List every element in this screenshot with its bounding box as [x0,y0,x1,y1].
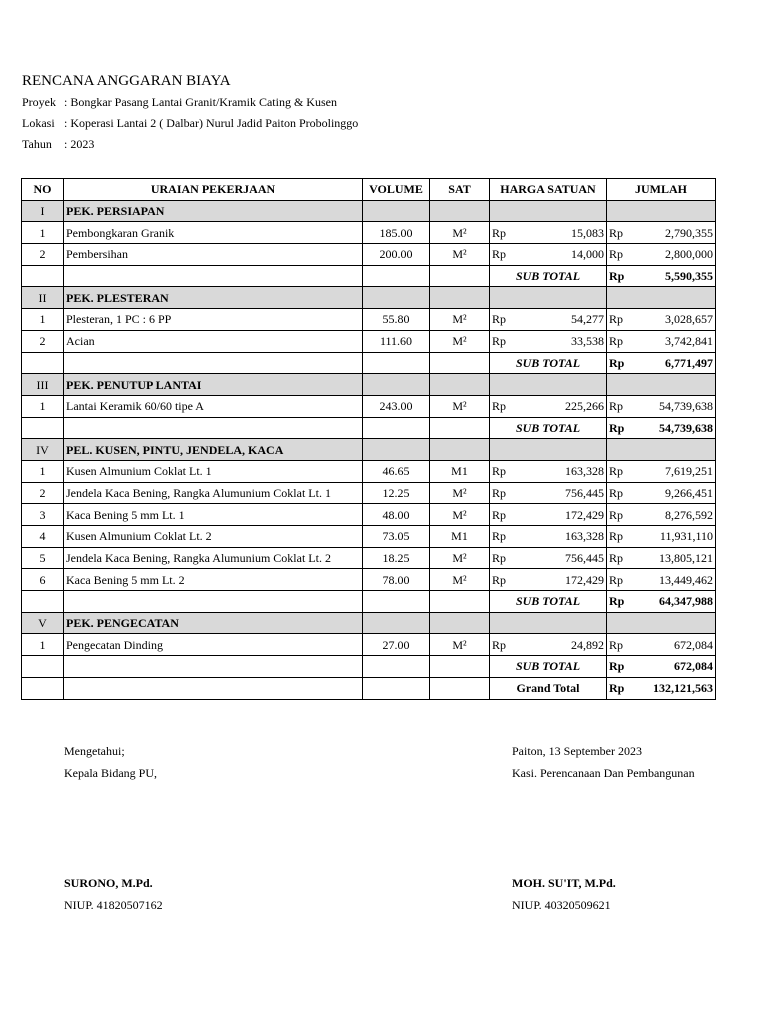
section-title: PEK. PERSIAPAN [64,200,363,222]
amount-cell [607,504,716,526]
amount-cell [490,482,607,504]
amount-value: 15,083 [571,225,604,240]
amount-value: 11,931,110 [659,529,713,544]
amount-cell [490,330,607,352]
item-number: 2 [22,244,64,266]
amount-cell [490,244,607,266]
item-volume: 46.65 [363,460,430,482]
amount-value: 54,739,638 [659,420,713,435]
amount-cell [607,309,716,331]
amount-value: 8,276,592 [665,507,713,522]
table-row [22,330,716,352]
amount-value: 2,800,000 [665,247,713,262]
currency-label: Rp [492,637,507,652]
amount-value: 672,084 [674,659,713,674]
item-description: Jendela Kaca Bening, Rangka Alumunium Coklat Lt. 1 [64,482,363,504]
amount-value: 13,449,462 [659,572,713,587]
currency-label: Rp [492,247,507,262]
section-row [22,374,716,396]
year-row [22,134,742,155]
right-position: Kasi. Perencanaan Dan Pembangunan [512,766,695,780]
item-unit: M² [430,395,490,417]
item-volume: 111.60 [363,330,430,352]
amount-value: 54,739,638 [659,399,713,414]
currency-label: Rp [492,507,507,522]
item-number: 2 [22,482,64,504]
item-description: Acian [64,330,363,352]
item-description: Kusen Almunium Coklat Lt. 1 [64,460,363,482]
amount-value: 64,347,988 [659,594,713,609]
subtotal-row [22,656,716,678]
left-signatory-name: SURONO, M.Pd. [64,876,153,890]
table-row [22,244,716,266]
amount-value: 132,121,563 [653,681,713,696]
amount-cell [607,222,716,244]
item-unit: M1 [430,460,490,482]
col-header-unit: SAT [430,179,490,201]
amount-value: 672,084 [674,637,713,652]
currency-label: Rp [609,572,624,587]
item-unit: M² [430,330,490,352]
amount-cell [490,460,607,482]
section-row [22,200,716,222]
table-row [22,395,716,417]
amount-value: 13,805,121 [659,551,713,566]
item-number: 1 [22,460,64,482]
left-position: Kepala Bidang PU, [64,766,157,780]
item-unit: M² [430,482,490,504]
amount-value: 6,771,497 [665,355,713,370]
subtotal-row [22,352,716,374]
section-row [22,287,716,309]
table-row [22,504,716,526]
section-number: III [22,374,64,396]
table-row [22,569,716,591]
amount-cell [607,244,716,266]
amount-cell [490,569,607,591]
item-unit: M² [430,244,490,266]
table-body [22,200,716,699]
left-signatory-id: NIUP. 41820507162 [64,898,163,912]
document-header [22,70,742,155]
table-header-row [22,179,716,201]
item-volume: 48.00 [363,504,430,526]
item-unit: M² [430,309,490,331]
amount-cell [607,395,716,417]
item-volume: 243.00 [363,395,430,417]
amount-value: 163,328 [565,464,604,479]
currency-label: Rp [609,637,624,652]
amount-value: 9,266,451 [665,485,713,500]
item-description: Lantai Keramik 60/60 tipe A [64,395,363,417]
section-title: PEK. PENUTUP LANTAI [64,374,363,396]
item-description: Pengecatan Dinding [64,634,363,656]
document-title: RENCANA ANGGARAN BIAYA [22,73,231,89]
amount-value: 163,328 [565,529,604,544]
table-row [22,482,716,504]
currency-label: Rp [492,464,507,479]
item-description: Plesteran, 1 PC : 6 PP [64,309,363,331]
item-volume: 73.05 [363,526,430,548]
amount-value: 756,445 [565,551,604,566]
amount-value: 172,429 [565,572,604,587]
currency-label: Rp [609,269,625,284]
amount-value: 14,000 [571,247,604,262]
subtotal-label: SUB TOTAL [490,265,607,287]
table-row [22,309,716,331]
currency-label: Rp [492,572,507,587]
location-value: : Koperasi Lantai 2 ( Dalbar) Nurul Jadid Paiton Probolinggo [64,116,359,130]
subtotal-label: SUB TOTAL [490,656,607,678]
item-number: 1 [22,395,64,417]
item-number: 1 [22,634,64,656]
table-row [22,460,716,482]
amount-value: 756,445 [565,485,604,500]
table-row [22,526,716,548]
amount-cell [490,504,607,526]
amount-value: 172,429 [565,507,604,522]
location-row [22,113,742,134]
item-volume: 78.00 [363,569,430,591]
amount-cell [607,526,716,548]
subtotal-label: SUB TOTAL [490,352,607,374]
item-unit: M² [430,504,490,526]
currency-label: Rp [609,551,624,566]
table-row [22,634,716,656]
item-description: Kaca Bening 5 mm Lt. 2 [64,569,363,591]
budget-table [21,178,716,700]
amount-cell [490,222,607,244]
col-header-description: URAIAN PEKERJAAN [64,179,363,201]
project-label: Proyek [22,95,56,109]
section-number: II [22,287,64,309]
item-unit: M1 [430,526,490,548]
col-header-amount: JUMLAH [607,179,716,201]
amount-value: 5,590,355 [665,269,713,284]
acknowledged-label: Mengetahui; [64,744,125,758]
project-row [22,92,742,113]
item-number: 1 [22,309,64,331]
currency-label: Rp [609,247,624,262]
col-header-no: NO [22,179,64,201]
amount-cell [607,482,716,504]
item-volume: 55.80 [363,309,430,331]
item-unit: M² [430,222,490,244]
currency-label: Rp [609,334,624,349]
right-signatory-name: MOH. SU'IT, M.Pd. [512,876,616,890]
subtotal-row [22,417,716,439]
amount-cell [607,634,716,656]
right-signatory-id: NIUP. 40320509621 [512,898,611,912]
subtotal-row [22,265,716,287]
subtotal-label: SUB TOTAL [490,417,607,439]
item-description: Pembersihan [64,244,363,266]
currency-label: Rp [609,312,624,327]
section-number: I [22,200,64,222]
amount-cell [607,656,716,678]
item-volume: 27.00 [363,634,430,656]
item-volume: 200.00 [363,244,430,266]
item-number: 3 [22,504,64,526]
amount-cell [607,265,716,287]
currency-label: Rp [492,334,507,349]
currency-label: Rp [492,399,507,414]
currency-label: Rp [492,225,507,240]
item-volume: 12.25 [363,482,430,504]
amount-cell [490,634,607,656]
currency-label: Rp [609,507,624,522]
currency-label: Rp [609,225,624,240]
currency-label: Rp [609,355,625,370]
signature-right [512,740,695,916]
table-row [22,222,716,244]
section-title: PEL. KUSEN, PINTU, JENDELA, KACA [64,439,363,461]
amount-value: 24,892 [571,637,604,652]
item-unit: M² [430,569,490,591]
amount-cell [607,591,716,613]
item-number: 4 [22,526,64,548]
currency-label: Rp [492,485,507,500]
currency-label: Rp [609,464,624,479]
year-value: : 2023 [64,137,95,151]
amount-cell [607,352,716,374]
section-number: V [22,612,64,634]
col-header-unit-price: HARGA SATUAN [490,179,607,201]
item-unit: M² [430,634,490,656]
item-description: Kaca Bening 5 mm Lt. 1 [64,504,363,526]
currency-label: Rp [492,551,507,566]
grand-total-label: Grand Total [490,677,607,699]
amount-cell [607,417,716,439]
amount-cell [490,547,607,569]
section-number: IV [22,439,64,461]
currency-label: Rp [609,594,625,609]
item-unit: M² [430,547,490,569]
subtotal-row [22,591,716,613]
project-value: : Bongkar Pasang Lantai Granit/Kramik Cating & Kusen [64,95,337,109]
currency-label: Rp [609,659,625,674]
item-description: Pembongkaran Granik [64,222,363,244]
amount-cell [607,330,716,352]
amount-cell [490,309,607,331]
section-title: PEK. PENGECATAN [64,612,363,634]
currency-label: Rp [609,420,625,435]
item-volume: 18.25 [363,547,430,569]
amount-value: 2,790,355 [665,225,713,240]
subtotal-label: SUB TOTAL [490,591,607,613]
amount-value: 3,742,841 [665,334,713,349]
amount-value: 33,538 [571,334,604,349]
section-title: PEK. PLESTERAN [64,287,363,309]
amount-cell [607,569,716,591]
signature-left [64,740,163,916]
table-row [22,547,716,569]
currency-label: Rp [609,485,624,500]
item-description: Jendela Kaca Bening, Rangka Alumunium Coklat Lt. 2 [64,547,363,569]
amount-value: 7,619,251 [665,464,713,479]
item-number: 6 [22,569,64,591]
amount-value: 3,028,657 [665,312,713,327]
amount-value: 54,277 [571,312,604,327]
item-number: 1 [22,222,64,244]
currency-label: Rp [609,529,624,544]
amount-cell [607,677,716,699]
item-number: 2 [22,330,64,352]
section-row [22,439,716,461]
year-label: Tahun [22,137,52,151]
amount-cell [490,395,607,417]
amount-cell [607,460,716,482]
item-volume: 185.00 [363,222,430,244]
item-description: Kusen Almunium Coklat Lt. 2 [64,526,363,548]
currency-label: Rp [609,681,625,696]
location-label: Lokasi [22,116,55,130]
currency-label: Rp [609,399,624,414]
item-number: 5 [22,547,64,569]
place-date: Paiton, 13 September 2023 [512,744,642,758]
col-header-volume: VOLUME [363,179,430,201]
amount-cell [607,547,716,569]
currency-label: Rp [492,529,507,544]
section-row [22,612,716,634]
grand-total-row [22,677,716,699]
currency-label: Rp [492,312,507,327]
amount-value: 225,266 [565,399,604,414]
amount-cell [490,526,607,548]
